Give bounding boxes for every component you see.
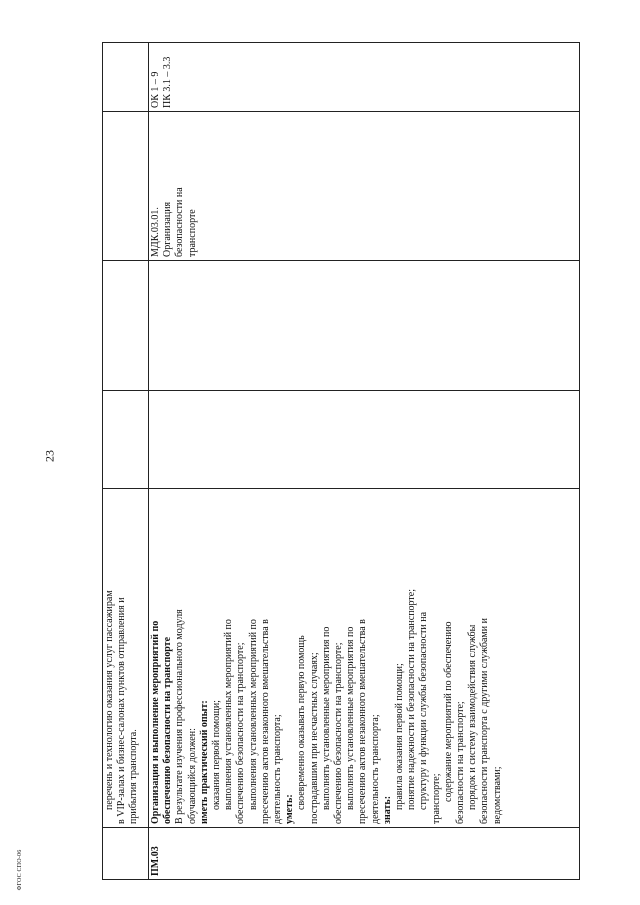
text-line: пресечению актов незаконного вмешательства в (259, 619, 271, 824)
table-row-pm03 (149, 43, 580, 880)
empty-cell (103, 43, 149, 112)
text-line: ПК 3.1 – 3.3 (162, 56, 174, 108)
module-code-cell: ПМ.03 (149, 828, 580, 880)
empty-cell (149, 261, 580, 391)
empty-cell (103, 391, 149, 489)
text-line: обеспечению безопасности на транспорте; (333, 642, 345, 824)
text-line: выполнения установленных мероприятий по (247, 619, 259, 810)
text-line: содержание мероприятий по обеспечению (442, 621, 454, 802)
text-line: деятельность транспорта; (272, 714, 284, 824)
text-line: знать: (381, 795, 393, 824)
text-line: В результате изучения профессионального модуля (174, 609, 186, 824)
text-line: пострадавшим при несчастных случаях; (308, 652, 320, 824)
text-line: структуру и функции службы безопасности на (418, 611, 430, 810)
text-line: обучающийся должен: (186, 728, 198, 824)
text-line: обеспечению безопасности на транспорте (162, 636, 174, 824)
text-line: понятие надежности и безопасности на транспорте; (406, 588, 418, 810)
text-line: безопасности на (174, 187, 186, 257)
text-line: деятельность транспорта; (369, 714, 381, 824)
text-line: выполнять установленные мероприятия по (320, 626, 332, 810)
text-line: правила оказания первой помощи; (394, 663, 406, 810)
text-line: ОК 1 – 9 (150, 71, 161, 108)
text-line: безопасности транспорта с другими службами и (479, 618, 491, 824)
empty-cell (149, 391, 580, 489)
text-line: Организация и выполнение мероприятий по (150, 620, 161, 824)
text-line: прибытия транспорта. (128, 729, 140, 824)
text-line: оказания первой помощи; (211, 700, 223, 810)
table-row-continuation (103, 43, 149, 880)
content-cell-continuation (103, 489, 149, 828)
text-line: Организация (162, 201, 174, 257)
text-line: уметь: (284, 794, 296, 824)
rotated-page-content (102, 43, 580, 880)
empty-cell (103, 112, 149, 261)
competency-cell (149, 43, 580, 112)
text-line: в VIP-залах и бизнес-салонах пунктов отправления и (116, 597, 128, 824)
text-line: выполнения установленных мероприятий по (223, 619, 235, 810)
text-line: пресечению актов незаконного вмешательства в (357, 619, 369, 824)
text-line: перечень и технологию оказания услуг пассажирам (104, 590, 115, 810)
mdk-cell (149, 112, 580, 261)
text-line: ведомствами; (491, 766, 503, 824)
page-number: 23 (42, 450, 57, 462)
text-line: порядок и систему взаимодействия службы (467, 624, 479, 810)
text-line: безопасности на транспорте; (455, 701, 467, 824)
text-line: транспорте; (430, 773, 442, 824)
module-content-cell (149, 489, 580, 828)
code-cell-empty (103, 828, 149, 880)
empty-cell (103, 261, 149, 391)
text-line: обеспечению безопасности на транспорте; (235, 642, 247, 824)
curriculum-table (102, 42, 580, 880)
text-line: выполнять установленные мероприятия по (345, 626, 357, 810)
footer-label: ФГОС СПО-06 (17, 849, 23, 891)
text-line: МДК.03.01. (150, 207, 161, 257)
text-line: иметь практический опыт: (198, 700, 210, 824)
text-line: транспорте (186, 209, 198, 257)
text-line: своевременно оказывать первую помощь (296, 635, 308, 810)
